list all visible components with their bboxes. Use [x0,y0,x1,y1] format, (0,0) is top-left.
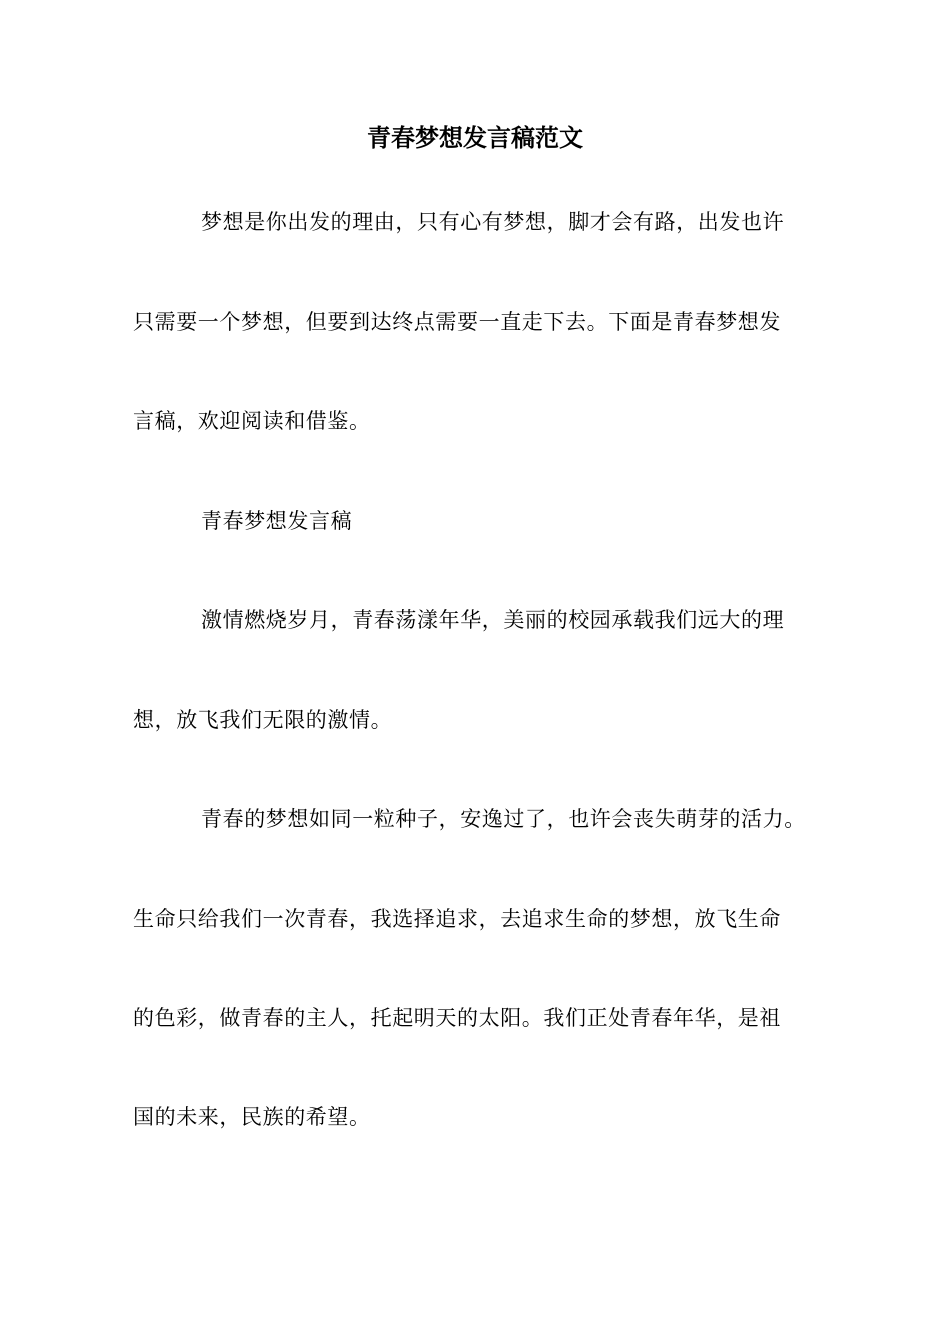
paragraph-line: 的色彩，做青春的主人，托起明天的太阳。我们正处青春年华，是祖 [133,1006,781,1030]
paragraph-line: 想，放飞我们无限的激情。 [133,708,393,732]
document-title: 青春梦想发言稿范文 [367,124,583,152]
paragraph-line: 只需要一个梦想，但要到达终点需要一直走下去。下面是青春梦想发 [133,310,781,334]
paragraph-line: 青春的梦想如同一粒种子，安逸过了，也许会丧失萌芽的活力。 [201,807,806,831]
section-heading: 青春梦想发言稿 [201,509,353,533]
paragraph-line: 国的未来，民族的希望。 [133,1105,371,1129]
paragraph-line: 梦想是你出发的理由，只有心有梦想，脚才会有路，出发也许 [201,210,785,234]
paragraph-line: 生命只给我们一次青春，我选择追求，去追求生命的梦想，放飞生命 [133,907,781,931]
paragraph-line: 言稿，欢迎阅读和借鉴。 [133,409,371,433]
paragraph-line: 激情燃烧岁月，青春荡漾年华，美丽的校园承载我们远大的理 [201,608,785,632]
